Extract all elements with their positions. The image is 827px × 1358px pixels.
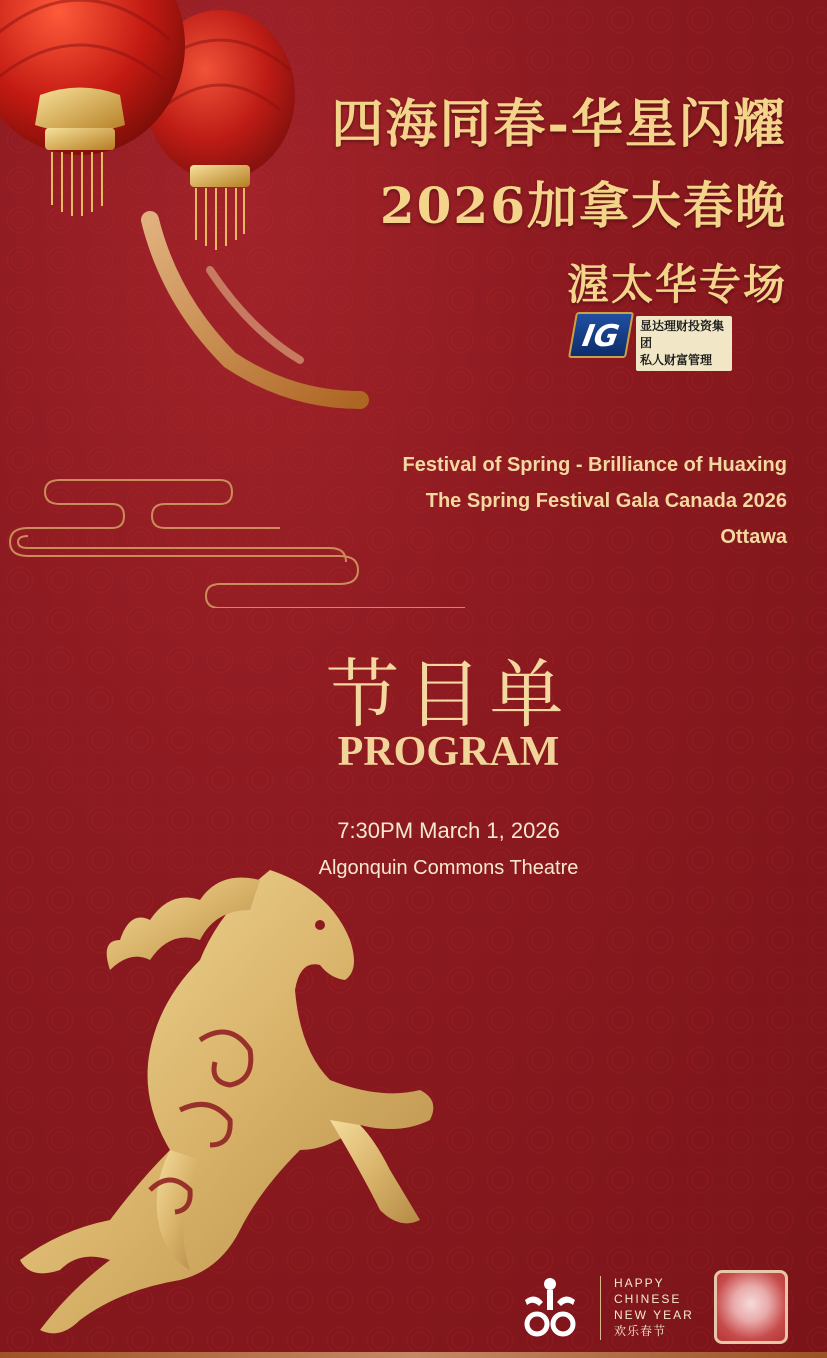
event-date-time: 7:30PM March 1, 2026 xyxy=(337,818,560,843)
footer-brand-line3: NEW YEAR xyxy=(614,1308,694,1322)
chinese-title-line1: 四海同春-华星闪耀 xyxy=(331,94,787,155)
footer-brand-line4: 欢乐春节 xyxy=(614,1324,667,1338)
sponsor-logo-mark: IG xyxy=(568,312,634,358)
horse-icon xyxy=(0,850,470,1350)
english-title-line1: Festival of Spring - Brilliance of Huaxing xyxy=(402,454,787,476)
sponsor-logo-line2: 私人财富管理 xyxy=(640,353,713,367)
english-title-line2: The Spring Festival Gala Canada 2026 xyxy=(425,490,787,512)
sponsor-logo-line1: 显达理财投资集团 xyxy=(640,319,725,350)
cloud-scroll-icon xyxy=(0,478,480,608)
happy-chinese-new-year-text xyxy=(614,1275,704,1339)
program-title-english: PROGRAM xyxy=(337,729,560,775)
sponsor-logo-text xyxy=(636,316,732,371)
english-title-line3: Ottawa xyxy=(720,526,787,548)
chinese-title-line2: 2026加拿大春晚 xyxy=(379,176,787,235)
chinese-title-line3: 渥太华专场 xyxy=(566,260,787,309)
peony-seal-icon xyxy=(714,1270,788,1344)
footer-divider xyxy=(600,1276,601,1340)
bottom-gold-strip xyxy=(0,1352,827,1358)
event-venue: Algonquin Commons Theatre xyxy=(318,857,579,879)
program-title-chinese: 节目单 xyxy=(325,652,572,738)
footer-brand-line1: HAPPY xyxy=(614,1276,665,1290)
footer-brand-line2: CHINESE xyxy=(614,1292,682,1306)
happy-chinese-new-year-logo-icon xyxy=(515,1272,585,1342)
sponsor-logo xyxy=(572,312,732,367)
lantern-icon xyxy=(0,0,380,420)
